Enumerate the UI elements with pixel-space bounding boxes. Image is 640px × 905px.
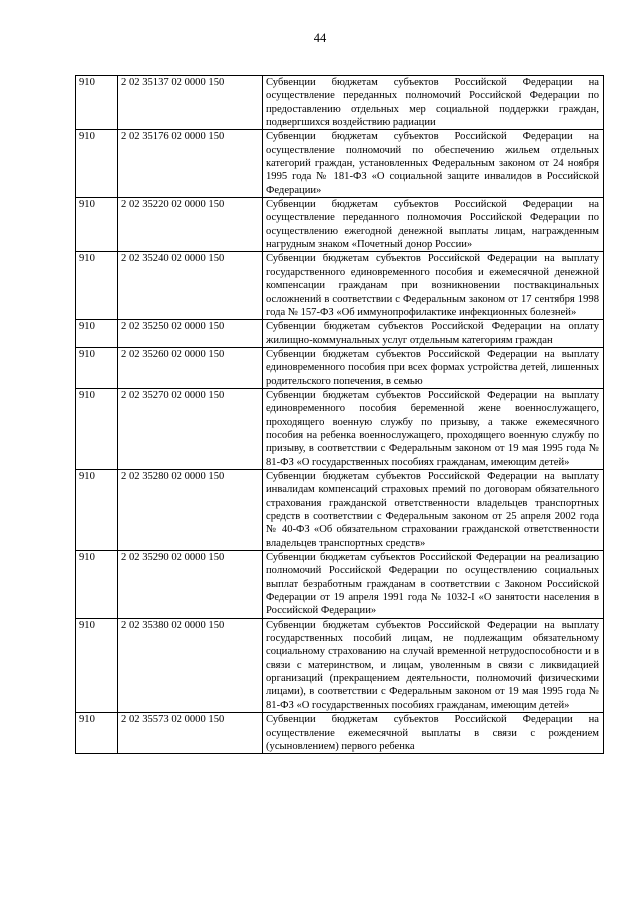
budget-revenue-table <box>75 75 604 754</box>
table-row <box>76 320 604 348</box>
budget-classification-code-cell: 2 02 35380 02 0000 150 <box>118 618 263 712</box>
revenue-description-cell: Субвенции бюджетам субъектов Российской Федерации на выплату инвалидам компенсаций страховых премий по договорам обязательного страхования гражданской ответственности владельцев транспортных средств в соответствии с Федеральным законом от 25 апреля 2002 года № 40-ФЗ «Об обязательном страховании гражданской ответственности владельцев транспортных средств» <box>263 469 604 550</box>
revenue-description-cell: Субвенции бюджетам субъектов Российской Федерации на осуществление полномочий по обеспечению жильем отдельных категорий граждан, установленных Федеральным законом от 24 ноября 1995 года № 181-ФЗ «О социальной защите инвалидов в Российской Федерации» <box>263 130 604 198</box>
revenue-description-cell: Субвенции бюджетам субъектов Российской Федерации на выплату государственных пособий лицам, не подлежащим обязательному социальному страхованию на случай временной нетрудоспособности и в связи с материнством, и лицам, уволенным в связи с ликвидацией организаций (прекращением деятельности, полномочий физическими лицами), в соответствии с Федеральным законом от 19 мая 1995 года № 81-ФЗ «О государственных пособиях гражданам, имеющим детей» <box>263 618 604 712</box>
revenue-description-cell: Субвенции бюджетам субъектов Российской Федерации на выплату государственного единовременного пособия и ежемесячной денежной компенсации гражданам при возникновении поствакцинальных осложнений в соответствии с Федеральным законом от 17 сентября 1998 года № 157-ФЗ «Об иммунопрофилактике инфекционных болезней» <box>263 252 604 320</box>
table-row <box>76 76 604 130</box>
table-row <box>76 618 604 712</box>
table-row <box>76 388 604 469</box>
admin-code-cell: 910 <box>76 388 118 469</box>
budget-classification-code-cell: 2 02 35220 02 0000 150 <box>118 198 263 252</box>
admin-code-cell: 910 <box>76 252 118 320</box>
admin-code-cell: 910 <box>76 713 118 754</box>
revenue-description-cell: Субвенции бюджетам субъектов Российской Федерации на выплату единовременного пособия беременной жене военнослужащего, проходящего военную службу по призыву, а также ежемесячного пособия на ребенка военнослужащего, проходящего военную службу по призыву, в соответствии с Федеральным законом от 19 мая 1995 года № 81-ФЗ «О государственных пособиях гражданам, имеющим детей» <box>263 388 604 469</box>
admin-code-cell: 910 <box>76 551 118 619</box>
table-row <box>76 469 604 550</box>
admin-code-cell: 910 <box>76 198 118 252</box>
revenue-description-cell: Субвенции бюджетам субъектов Российской Федерации на оплату жилищно-коммунальных услуг отдельным категориям граждан <box>263 320 604 348</box>
table-row <box>76 713 604 754</box>
budget-classification-code-cell: 2 02 35573 02 0000 150 <box>118 713 263 754</box>
revenue-description-cell: Субвенции бюджетам субъектов Российской Федерации на осуществление ежемесячной выплаты в связи с рождением (усыновлением) первого ребенка <box>263 713 604 754</box>
admin-code-cell: 910 <box>76 320 118 348</box>
admin-code-cell: 910 <box>76 469 118 550</box>
table-row <box>76 130 604 198</box>
budget-classification-code-cell: 2 02 35250 02 0000 150 <box>118 320 263 348</box>
budget-classification-code-cell: 2 02 35176 02 0000 150 <box>118 130 263 198</box>
table-row <box>76 198 604 252</box>
page-number: 44 <box>313 31 327 45</box>
budget-classification-code-cell: 2 02 35240 02 0000 150 <box>118 252 263 320</box>
revenue-description-cell: Субвенции бюджетам субъектов Российской Федерации на реализацию полномочий Российской Федерации по осуществлению социальных выплат безработным гражданам в соответствии с Законом Российской Федерации от 19 апреля 1991 года № 1032-I «О занятости населения в Российской Федерации» <box>263 551 604 619</box>
table-row <box>76 252 604 320</box>
admin-code-cell: 910 <box>76 76 118 130</box>
budget-classification-code-cell: 2 02 35270 02 0000 150 <box>118 388 263 469</box>
table-row <box>76 551 604 619</box>
admin-code-cell: 910 <box>76 618 118 712</box>
revenue-description-cell: Субвенции бюджетам субъектов Российской Федерации на осуществление переданных полномочий Российской Федерации по предоставлению отдельных мер социальной поддержки граждан, подвергшихся воздействию радиации <box>263 76 604 130</box>
revenue-description-cell: Субвенции бюджетам субъектов Российской Федерации на осуществление переданного полномочия Российской Федерации по осуществлению ежегодной денежной выплаты лицам, награжденным нагрудным знаком «Почетный донор России» <box>263 198 604 252</box>
budget-classification-code-cell: 2 02 35280 02 0000 150 <box>118 469 263 550</box>
budget-classification-code-cell: 2 02 35260 02 0000 150 <box>118 347 263 388</box>
table-row <box>76 347 604 388</box>
budget-classification-code-cell: 2 02 35290 02 0000 150 <box>118 551 263 619</box>
budget-classification-code-cell: 2 02 35137 02 0000 150 <box>118 76 263 130</box>
admin-code-cell: 910 <box>76 130 118 198</box>
revenue-description-cell: Субвенции бюджетам субъектов Российской Федерации на выплату единовременного пособия при всех формах устройства детей, лишенных родительского попечения, в семью <box>263 347 604 388</box>
admin-code-cell: 910 <box>76 347 118 388</box>
